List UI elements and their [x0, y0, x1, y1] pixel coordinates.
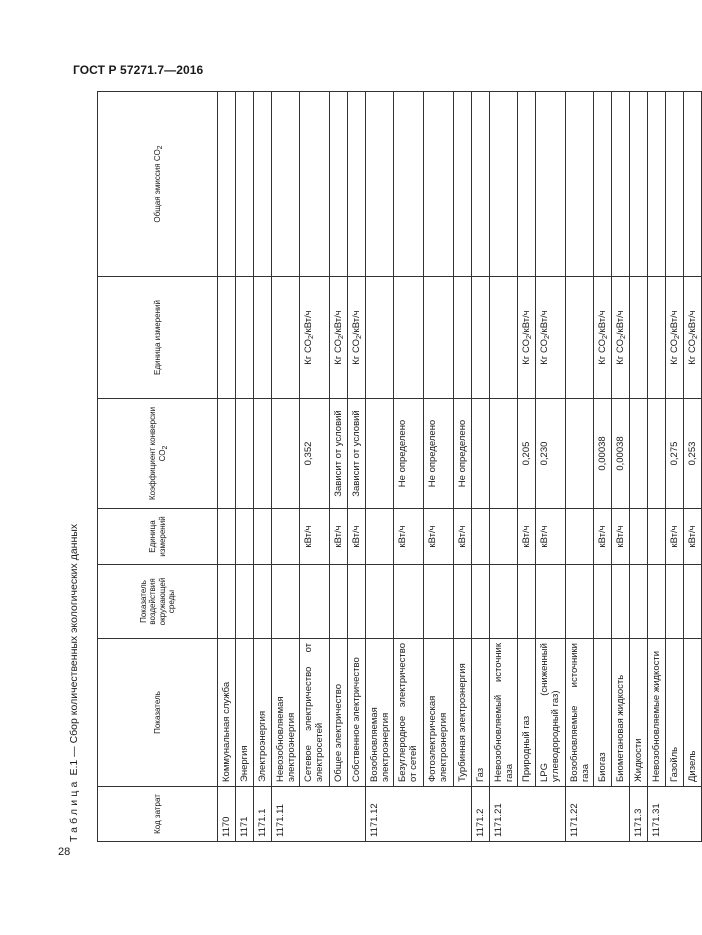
cell-indicator: Газ	[472, 639, 490, 787]
cell-emission	[518, 92, 536, 277]
cell-code: 1171.11	[272, 787, 300, 842]
table-row	[300, 92, 330, 842]
cell-indicator: Безуглеродное электричество от сетей	[394, 639, 424, 787]
cell-unit2	[254, 277, 272, 399]
cell-coefficient	[472, 399, 490, 509]
cell-unit	[566, 509, 594, 565]
cell-code	[330, 787, 348, 842]
table-row	[254, 92, 272, 842]
cell-unit2	[454, 277, 472, 399]
cell-indicator: Энергия	[236, 639, 254, 787]
cell-code	[394, 787, 424, 842]
table-row	[536, 92, 566, 842]
cell-impact	[594, 565, 612, 639]
cell-indicator: Невозобновляемый источник газа	[490, 639, 518, 787]
cell-emission	[472, 92, 490, 277]
cell-unit	[272, 509, 300, 565]
cell-impact	[684, 565, 702, 639]
cell-unit: кВт/ч	[300, 509, 330, 565]
table-header-row	[98, 92, 218, 842]
cell-unit2	[272, 277, 300, 399]
cell-indicator: Коммунальная служба	[218, 639, 236, 787]
cell-code: 1171.31	[648, 787, 666, 842]
cell-code: 1170	[218, 787, 236, 842]
cell-code: 1171.3	[630, 787, 648, 842]
cell-coefficient: Не определено	[424, 399, 454, 509]
cell-unit2	[366, 277, 394, 399]
cell-unit	[648, 509, 666, 565]
cell-coefficient	[272, 399, 300, 509]
cell-emission	[272, 92, 300, 277]
page-number: 28	[58, 846, 71, 858]
cell-impact	[330, 565, 348, 639]
cell-code: 1171.22	[566, 787, 594, 842]
cell-emission	[394, 92, 424, 277]
cell-unit2: Кг $СО_2/кВт/ч$	[612, 277, 630, 399]
cell-unit	[236, 509, 254, 565]
cell-unit	[254, 509, 272, 565]
cell-coefficient	[630, 399, 648, 509]
cell-unit	[490, 509, 518, 565]
cell-unit: кВт/ч	[424, 509, 454, 565]
cell-coefficient: 0,205	[518, 399, 536, 509]
table-row	[630, 92, 648, 842]
cell-unit: кВт/ч	[536, 509, 566, 565]
cell-indicator: Фотоэлектрическая электроэнергия	[424, 639, 454, 787]
cell-emission	[490, 92, 518, 277]
cell-impact	[366, 565, 394, 639]
cell-impact	[518, 565, 536, 639]
cell-coefficient	[566, 399, 594, 509]
cell-indicator: Биометановая жидкость	[612, 639, 630, 787]
cell-code: 1171	[236, 787, 254, 842]
cell-emission	[218, 92, 236, 277]
cell-code	[536, 787, 566, 842]
column-header-unit2: Единица измерений	[98, 277, 218, 399]
cell-unit2	[218, 277, 236, 399]
cell-unit: кВт/ч	[684, 509, 702, 565]
cell-unit: кВт/ч	[394, 509, 424, 565]
table-row	[348, 92, 366, 842]
cell-emission	[366, 92, 394, 277]
cell-unit2: Кг $СО_2/кВт/ч$	[666, 277, 684, 399]
cell-code	[300, 787, 330, 842]
column-header-code: Код затрат	[98, 787, 218, 842]
cell-emission	[424, 92, 454, 277]
cell-code	[594, 787, 612, 842]
cell-impact	[666, 565, 684, 639]
rotated-table-block	[67, 92, 699, 842]
caption-text: Е.1 — Сбор количественных экологических данных	[68, 523, 80, 779]
cell-indicator: Невозобновляемые жидкости	[648, 639, 666, 787]
cell-emission	[348, 92, 366, 277]
cell-code: 1171.21	[490, 787, 518, 842]
cell-emission	[300, 92, 330, 277]
cell-code	[666, 787, 684, 842]
table-row	[594, 92, 612, 842]
table-row	[454, 92, 472, 842]
cell-unit	[218, 509, 236, 565]
cell-unit2	[236, 277, 254, 399]
cell-coefficient: Зависит от условий	[330, 399, 348, 509]
cell-coefficient: 0,275	[666, 399, 684, 509]
cell-indicator: Невозобновляемая электроэнергия	[272, 639, 300, 787]
cell-coefficient: 0,352	[300, 399, 330, 509]
cell-impact	[348, 565, 366, 639]
cell-unit2	[630, 277, 648, 399]
table-row	[684, 92, 702, 842]
cell-unit2	[394, 277, 424, 399]
cell-unit: кВт/ч	[518, 509, 536, 565]
table-row	[472, 92, 490, 842]
cell-unit2	[648, 277, 666, 399]
cell-emission	[254, 92, 272, 277]
cell-unit2: Кг $СО_2/кВт/ч$	[518, 277, 536, 399]
table-row	[648, 92, 666, 842]
cell-impact	[424, 565, 454, 639]
cell-impact	[218, 565, 236, 639]
cell-impact	[254, 565, 272, 639]
table-body	[218, 92, 702, 842]
cell-emission	[236, 92, 254, 277]
caption-label: Таблица	[68, 778, 80, 842]
column-header-coefficient	[98, 399, 218, 509]
document-header: ГОСТ Р 57271.7—2016	[73, 63, 204, 77]
cell-impact	[394, 565, 424, 639]
cell-code	[518, 787, 536, 842]
cell-coefficient: Не определено	[454, 399, 472, 509]
table-row	[612, 92, 630, 842]
cell-coefficient: 0,00038	[594, 399, 612, 509]
cell-impact	[236, 565, 254, 639]
cell-indicator: Турбинная электроэнергия	[454, 639, 472, 787]
emission-header-subscript: 2	[156, 145, 164, 150]
cell-coefficient: 0,00038	[612, 399, 630, 509]
cell-code: 1171.2	[472, 787, 490, 842]
cell-unit	[366, 509, 394, 565]
cell-code	[348, 787, 366, 842]
cell-code	[454, 787, 472, 842]
column-header-unit: Единица измерений	[98, 509, 218, 565]
cell-impact	[630, 565, 648, 639]
cell-impact	[272, 565, 300, 639]
cell-unit2: Кг $СО_2/кВт/ч$	[348, 277, 366, 399]
column-header-emission	[98, 92, 218, 277]
cell-indicator: Биогаз	[594, 639, 612, 787]
cell-unit: кВт/ч	[594, 509, 612, 565]
table-row	[394, 92, 424, 842]
cell-unit: кВт/ч	[612, 509, 630, 565]
cell-unit: кВт/ч	[348, 509, 366, 565]
cell-impact	[300, 565, 330, 639]
cell-indicator: Общее электричество	[330, 639, 348, 787]
cell-indicator: Собственное электричество	[348, 639, 366, 787]
cell-impact	[454, 565, 472, 639]
cell-code	[612, 787, 630, 842]
cell-indicator: Возобновляемая электроэнергия	[366, 639, 394, 787]
cell-coefficient	[366, 399, 394, 509]
emission-header-text: Общая эмиссия СО	[152, 149, 162, 223]
cell-impact	[536, 565, 566, 639]
cell-emission	[630, 92, 648, 277]
cell-code	[684, 787, 702, 842]
table-row	[666, 92, 684, 842]
cell-emission	[536, 92, 566, 277]
cell-impact	[472, 565, 490, 639]
table-row	[424, 92, 454, 842]
cell-indicator: Газойль	[666, 639, 684, 787]
cell-code: 1171.12	[366, 787, 394, 842]
coefficient-header-text: Коэффициент конверсии СО	[148, 406, 167, 501]
cell-emission	[566, 92, 594, 277]
cell-emission	[454, 92, 472, 277]
cell-indicator: Дизель	[684, 639, 702, 787]
cell-indicator: Электроэнергия	[254, 639, 272, 787]
cell-coefficient: 0,253	[684, 399, 702, 509]
cell-coefficient	[218, 399, 236, 509]
cell-indicator: LPG (сниженный углеводородный газ)	[536, 639, 566, 787]
cell-emission	[330, 92, 348, 277]
cell-unit2: Кг $СО_2/кВт/ч$	[300, 277, 330, 399]
cell-unit: кВт/ч	[454, 509, 472, 565]
table-row	[330, 92, 348, 842]
cell-indicator: Сетевое электричество от электросетей	[300, 639, 330, 787]
cell-emission	[684, 92, 702, 277]
cell-code: 1171.1	[254, 787, 272, 842]
cell-unit2: Кг $СО_2/кВт/ч$	[330, 277, 348, 399]
cell-coefficient: 0,230	[536, 399, 566, 509]
table-row	[236, 92, 254, 842]
cell-impact	[566, 565, 594, 639]
cell-unit2: Кг $СО_2/кВт/ч$	[536, 277, 566, 399]
cell-impact	[612, 565, 630, 639]
ecological-data-table	[97, 91, 702, 842]
cell-indicator: Возобновляемые источники газа	[566, 639, 594, 787]
cell-indicator: Природный газ	[518, 639, 536, 787]
cell-coefficient: Не определено	[394, 399, 424, 509]
cell-unit2	[472, 277, 490, 399]
cell-unit2	[424, 277, 454, 399]
column-header-indicator: Показатель	[98, 639, 218, 787]
cell-coefficient	[236, 399, 254, 509]
cell-indicator: Жидкости	[630, 639, 648, 787]
table-row	[366, 92, 394, 842]
table-row	[490, 92, 518, 842]
cell-unit	[472, 509, 490, 565]
cell-unit2	[566, 277, 594, 399]
table-row	[518, 92, 536, 842]
coefficient-header-subscript: 2	[161, 445, 169, 450]
cell-impact	[648, 565, 666, 639]
cell-unit	[630, 509, 648, 565]
cell-emission	[648, 92, 666, 277]
column-header-impact: Показатель воздействия окружающей среды	[98, 565, 218, 639]
cell-impact	[490, 565, 518, 639]
cell-unit2: Кг $СО_2/кВт/ч$	[684, 277, 702, 399]
table-row	[566, 92, 594, 842]
cell-coefficient	[648, 399, 666, 509]
cell-emission	[666, 92, 684, 277]
table-row	[272, 92, 300, 842]
cell-emission	[612, 92, 630, 277]
table-caption	[68, 524, 80, 842]
cell-emission	[594, 92, 612, 277]
cell-coefficient: Зависит от условий	[348, 399, 366, 509]
cell-unit2: Кг $СО_2/кВт/ч$	[594, 277, 612, 399]
table-row	[218, 92, 236, 842]
cell-code	[424, 787, 454, 842]
cell-unit: кВт/ч	[666, 509, 684, 565]
cell-coefficient	[490, 399, 518, 509]
cell-unit: кВт/ч	[330, 509, 348, 565]
cell-coefficient	[254, 399, 272, 509]
cell-unit2	[490, 277, 518, 399]
